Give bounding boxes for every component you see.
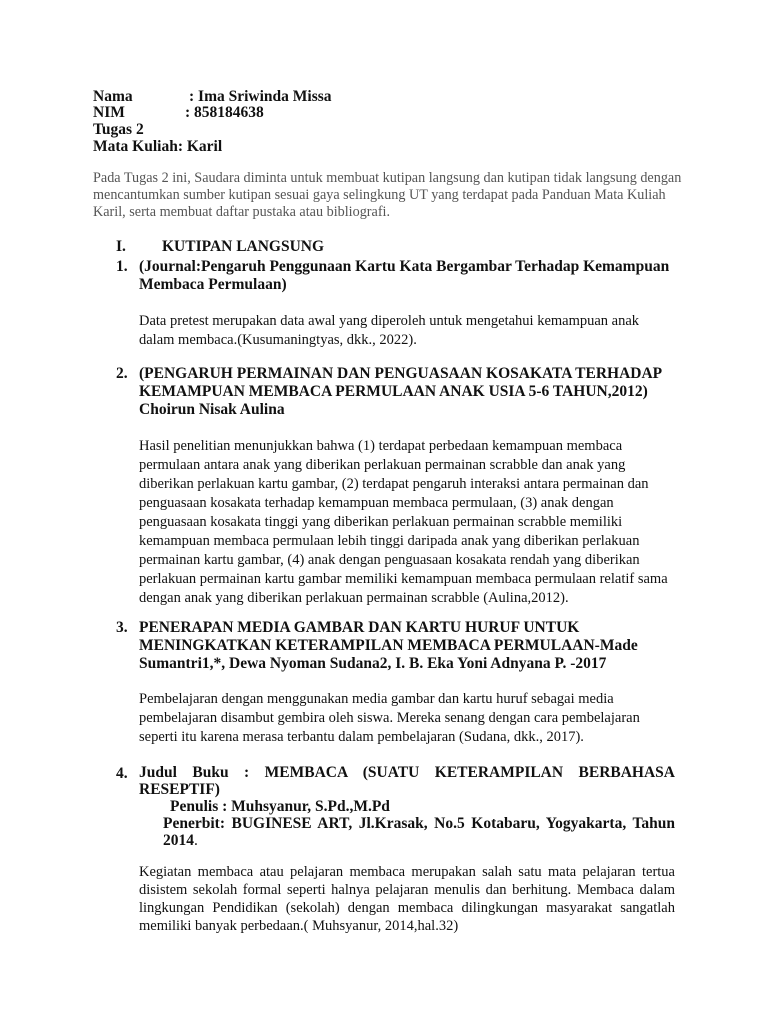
item-4-title-line2: RESEPTIF) (139, 781, 220, 798)
item-4-penerbit (163, 815, 675, 849)
item-4-body: Kegiatan membaca atau pelajaran membaca merupakan salah satu mata pelajaran tertua disistem sekolah formal seperti halnya pelajaran menulis dan berhitung. Membaca dalam lingkungan Pendidikan (sekolah) dengan membaca dilingkungan masyarakat sangatlah memiliki banyak perbedaan.( Muhsyanur, 2014,hal.32) (139, 864, 675, 934)
item-2-body: Hasil penelitian menunjukkan bahwa (1) terdapat perbedaan kemampuan membaca permulaan antara anak yang diberikan perlakuan permainan scrabble dan anak yang diberikan perlakuan kartu gambar, (2) terdapat pengaruh interaksi antara permainan dan penguasaan kosakata terhadap kemampuan membaca permulaan, (3) anak dengan penguasaan kosakata tinggi yang diberikan perlakuan permainan scrabble memiliki kemampuan membaca permulaan lebih tinggi daripada anak yang diberikan perlakuan permainan kartu gambar, (4) anak dengan penguasaan kosakata rendah yang diberikan perlakuan permainan kartu gambar memiliki kemampuan membaca permulaan relatif sama dengan anak yang diberikan perlakuan permainan scrabble (Aulina,2012). (139, 438, 668, 606)
section-numeral: I. (116, 238, 126, 255)
intro-paragraph: Pada Tugas 2 ini, Saudara diminta untuk membuat kutipan langsung dan kutipan tidak langsung dengan mencantumkan sumber kutipan sesuai gaya selingkung UT yang terdapat pada Panduan Mata Kuliah Karil, serta membuat daftar pustaka atau bibliografi. (93, 170, 682, 220)
item-3-number: 3. (116, 619, 128, 636)
item-3-body: Pembelajaran dengan menggunakan media gambar dan kartu huruf sebagai media pembelajaran disambut gembira oleh siswa. Mereka senang dengan cara pembelajaran seperti itu karena merasa terbantu dalam pembelajaran (Sudana, dkk., 2017). (139, 691, 640, 745)
mata-kuliah-line: Mata Kuliah: Karil (93, 138, 223, 155)
nim-line (93, 104, 264, 122)
item-4-title-line1: Judul Buku : MEMBACA (SUATU KETERAMPILAN BERBAHASA (139, 764, 675, 781)
item-4-penulis: Penulis : Muhsyanur, S.Pd.,M.Pd (170, 798, 390, 815)
item-4-number: 4. (116, 765, 128, 782)
item-4-penerbit-period: . (194, 832, 198, 849)
item-3-title: PENERAPAN MEDIA GAMBAR DAN KARTU HURUF UNTUK MENINGKATKAN KETERAMPILAN MEMBACA PERMULAAN-Made Sumantri1,*, Dewa Nyoman Sudana2, I. B. Eka Yoni Adnyana P. -2017 (139, 619, 638, 672)
item-2-title: (PENGARUH PERMAINAN DAN PENGUASAAN KOSAKATA TERHADAP KEMAMPUAN MEMBACA PERMULAAN ANAK USIA 5-6 TAHUN,2012) Choirun Nisak Aulina (139, 365, 662, 418)
section-title: KUTIPAN LANGSUNG (162, 238, 325, 255)
item-1-body: Data pretest merupakan data awal yang diperoleh untuk mengetahui kemampuan anak dalam membaca.(Kusumaningtyas, dkk., 2022). (139, 313, 640, 348)
nama-value: : Ima Sriwinda Missa (189, 88, 332, 105)
nim-label: NIM (93, 104, 125, 121)
item-2-number: 2. (116, 365, 128, 382)
item-1-number: 1. (116, 258, 128, 275)
nama-label: Nama (93, 88, 133, 105)
item-1-title: (Journal:Pengaruh Penggunaan Kartu Kata Bergambar Terhadap Kemampuan Membaca Permulaan) (139, 258, 670, 293)
item-4-penerbit-text: Penerbit: BUGINESE ART, Jl.Krasak, No.5 Kotabaru, Yogyakarta, Tahun 2014 (163, 815, 675, 849)
nim-value: : 858184638 (185, 104, 264, 121)
tugas-line: Tugas 2 (93, 121, 144, 138)
